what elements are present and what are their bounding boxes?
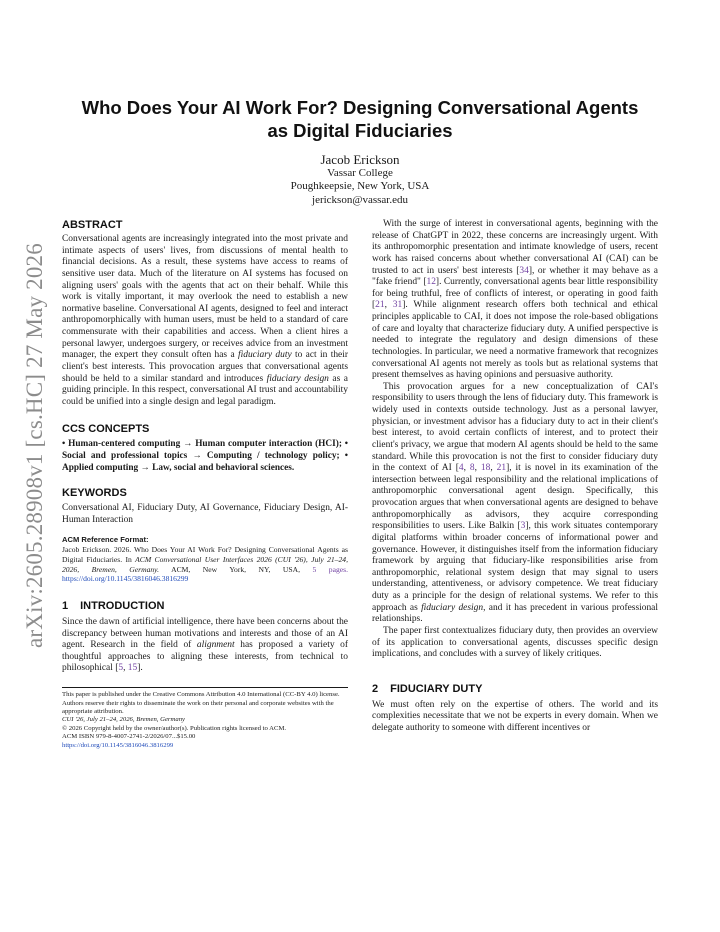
ccs-concepts-text: • Human-centered computing → Human computer interaction (HCI); • Social and professional topics → Computing / technology policy; • Applied computing → Law, social and behavioral sciences. bbox=[62, 439, 348, 473]
body-paragraph: This provocation argues for a new conceptualization of CAI's responsibility to users through the lens of fiduciary duty. This framework is widely used in contexts outside technology. Just as a personal lawyer, physician, or investment advisor has a fiduciary duty to act in their client's best interest, to avoid certain conflicts of interest, and to protect their client's privacy, we argue that modern AI agents should be held to the same standard. While this provocation is not the first to consider fiduciary duty in the context of AI [4, 8, 18, 21], it is novel in its examination of the intersection between legal responsibility and the relational implications of anthropomorphic conversational agent design. Specifically, this provocation argues that when conversational agents are designed to behave anthropomorphically as advisors, they acquire corresponding responsibilities to users. Like Balkin [3], this work situates contemporary digital platforms within broader concerns of informational power and governance. However, it distinguishes itself from the information fiduciary framework by arguing that fiduciary-like responsibilities arise from anthropomorphic, relational system design that may signal to users understanding, attentiveness, or advisory competence. We treat fiduciary duty as a principle for the design of relational systems. We refer to this approach as fiduciary design, and it has precedent in various professional relationships. bbox=[372, 381, 659, 625]
citation-link[interactable]: 3 bbox=[520, 521, 526, 532]
abstract-text: Conversational agents are increasingly integrated into the most private and intimate aspects of users' lives, from discussions of mental health to financial decisions. As a result, these systems have access to reams of sensitive user data. Much of the literature on AI systems has focused on aligning users' goals with the agents that act on their behalf. While this work is vitally important, it may overlook the need to establish a new normative baseline. Conversational AI agents, designed to feel and interact anthropomorphically with human users, must be held to a standard of care commensurate with their capabilities and access. When a client hires a personal lawyer, undergoes surgery, or receives advice from an investment manager, the expert they consult often has a fiduciary duty to act in their client's best interests. This provocation argues that conversational agents should be held to a similar standard and introduces fiduciary design as a guiding principle. In this respect, conversational AI trust and accountability could be unified into a single design and legal paradigm. bbox=[62, 234, 348, 407]
arxiv-identifier: arXiv:2605.28908v1 [cs.HC] 27 May 2026 bbox=[22, 243, 47, 648]
citation-link[interactable]: 34 bbox=[519, 265, 529, 276]
acm-reference: ACM Reference Format: Jacob Erickson. 2026. Who Does Your AI Work For? Designing Conversational Agents as Digital Fiduciaries. In ACM Conversational User Interfaces 2026 (CUI '26), July 21–24, 2026, Bremen, Germany. ACM, New York, NY, USA, 5 pages. https://doi.org/10.1145/3816046.3816299 bbox=[62, 535, 348, 584]
citation-link[interactable]: 8 bbox=[469, 463, 475, 474]
left-column bbox=[62, 219, 348, 750]
citation-link[interactable]: 12 bbox=[426, 277, 436, 288]
copyright-text: © 2026 Copyright held by the owner/author(s). Publication rights licensed to ACM. bbox=[62, 724, 287, 732]
footnote-doi-link[interactable]: https://doi.org/10.1145/3816046.3816299 bbox=[62, 741, 174, 749]
footnote-rule bbox=[62, 687, 348, 688]
footnote-venue: CUI '26, July 21–24, 2026, Bremen, Germany bbox=[62, 716, 186, 724]
author-location: Poughkeepsie, New York, USA bbox=[290, 180, 430, 193]
isbn-text: ACM ISBN 979-8-4007-2741-2/2026/07...$15.00 bbox=[62, 733, 196, 741]
intro-heading: 1 INTRODUCTION bbox=[62, 599, 165, 612]
intro-text: Since the dawn of artificial intelligence, there have been concerns about the discrepancy between human motivations and interests and those of an AI agent. Research in the field of alignment has proposed a variety of thoughtful approaches to aligning these interests, from technical to philosophical [5, 15]. bbox=[62, 616, 348, 674]
author-block bbox=[160, 152, 560, 207]
section-2-heading: 2 FIDUCIARY DUTY bbox=[372, 682, 483, 695]
ccs-heading: CCS CONCEPTS bbox=[62, 423, 150, 436]
acm-reference-label: ACM Reference Format: bbox=[62, 535, 149, 545]
citation-link[interactable]: 21 bbox=[496, 463, 507, 474]
paper-title bbox=[60, 96, 660, 142]
citation-link[interactable]: 18 bbox=[480, 463, 491, 474]
section-2-text: We must often rely on the expertise of others. The world and its complexities necessitate that we not be experts in every domain. When we delegate authority to someone with different incentives or bbox=[372, 699, 658, 733]
right-column bbox=[372, 219, 658, 735]
citation-link[interactable]: 15 bbox=[127, 663, 138, 674]
license-text: This paper is published under the Creative Commons Attribution 4.0 International (CC-BY 4.0) license. Authors reserve their rights to disseminate the work on their personal and corporate websites with the appropriate attribution. bbox=[62, 691, 340, 715]
citation-link[interactable]: 5 bbox=[118, 663, 124, 674]
page-count: 5 pages. bbox=[312, 564, 348, 574]
acm-doi-link[interactable]: https://doi.org/10.1145/3816046.3816299 bbox=[62, 574, 189, 584]
author-name: Jacob Erickson bbox=[320, 152, 400, 167]
citation-link[interactable]: 21 bbox=[375, 300, 385, 311]
body-paragraph: With the surge of interest in conversational agents, beginning with the release of ChatGPT in 2022, these concerns are increasingly urgent. With its anthropomorphic presentation and intimate knowledge of users, recent work has raised concerns about whether conversational AI (CAI) can be trusted to act in users' best interests [34], or whether it may behave as a "fake friend" [12]. Currently, conversational agents bear little responsibility for being truthful, free of conflicts of interest, or operating in good faith [21, 31]. While alignment research offers both technical and ethical principles applicable to CAI, it does not impose the role-based obligations of care and loyalty that characterize fiduciary duty. A unified perspective is needed to integrate the regulatory and design dimensions of these technologies. In particular, we need a normative framework that recognizes conversational AI agents not merely as tools but as relational systems that present themselves as having opinions and persuasive authority. bbox=[372, 219, 659, 381]
keywords-heading: KEYWORDS bbox=[62, 487, 127, 500]
title-line-2: as Digital Fiduciaries bbox=[267, 120, 453, 141]
keywords-text: Conversational AI, Fiduciary Duty, AI Governance, Fiduciary Design, AI-Human Interaction bbox=[62, 503, 348, 525]
title-line-1: Who Does Your AI Work For? Designing Conversational Agents bbox=[81, 97, 639, 118]
citation-link[interactable]: 31 bbox=[392, 300, 403, 311]
author-email: jerickson@vassar.edu bbox=[312, 193, 408, 206]
author-affiliation: Vassar College bbox=[327, 167, 393, 179]
citation-link[interactable]: 4 bbox=[458, 463, 464, 474]
abstract-heading: ABSTRACT bbox=[62, 219, 123, 231]
copyright-footnote bbox=[62, 691, 348, 750]
body-paragraph: The paper first contextualizes fiduciary duty, then provides an overview of its application to conversational agents, discusses specific design implications, and concludes with a survey of likely critiques. bbox=[372, 625, 658, 660]
